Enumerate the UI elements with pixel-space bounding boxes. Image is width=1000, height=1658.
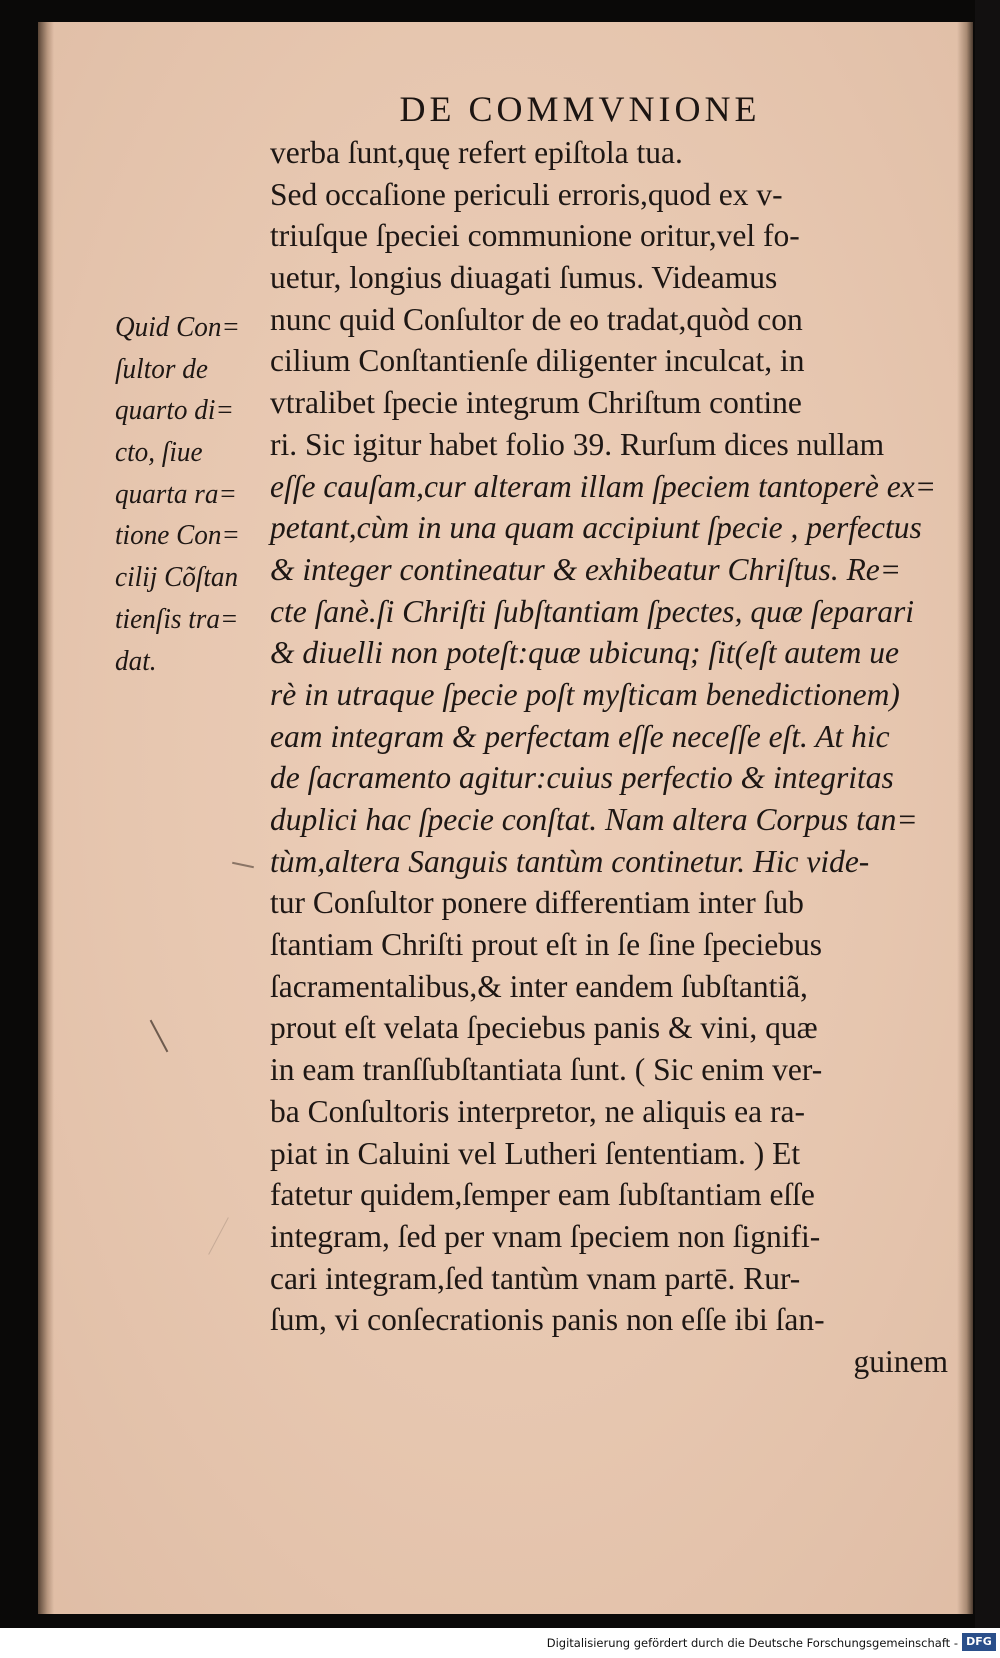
marginal-note-line: cilij Cõſtan <box>115 561 239 594</box>
text-line: Sed occaſione periculi erroris,quod ex v- <box>270 176 783 212</box>
dfg-logo: DFG <box>962 1633 996 1651</box>
marginal-note <box>115 307 275 682</box>
main-text-block <box>270 132 950 1383</box>
text-line: uetur, longius diuagati ſumus. Videamus <box>270 260 778 296</box>
running-header: DE COMMVNIONE <box>399 89 761 129</box>
text-line: in eam tranſſubſtantiata ſunt. ( Sic enim ver- <box>270 1052 823 1088</box>
marginal-note-line: quarta ra= <box>115 477 237 510</box>
text-line: ba Conſultoris interpretor, ne aliquis ea ra- <box>270 1093 805 1129</box>
text-line: cari integram,ſed tantùm vnam partē. Rur- <box>270 1260 801 1296</box>
page-edge-shadow <box>957 22 973 1614</box>
text-line: de ſacramento agitur:cuius perfectio & integritas <box>270 760 894 796</box>
text-line: piat in Caluini vel Lutheri ſententiam. ) Et <box>270 1135 801 1171</box>
text-line: ſtantiam Chriſti prout eſt in ſe ſine ſpeciebus <box>270 927 823 963</box>
text-line: ſacramentalibus,& inter eandem ſubſtantiã, <box>270 968 808 1004</box>
text-line: nunc quid Conſultor de eo tradat,quòd con <box>270 301 803 337</box>
scanner-edge <box>975 0 1000 1658</box>
page-binding-shadow <box>38 22 54 1614</box>
text-line: & diuelli non poteſt:quæ ubicunq; ſit(eſt autem ue <box>270 635 900 671</box>
marginal-note-line: Quid Con= <box>115 311 240 343</box>
text-line: verba ſunt,quę refert epiſtola tua. <box>270 135 683 170</box>
funding-credit: Digitalisierung gefördert durch die Deutsche Forschungsgemeinschaft - <box>546 1636 958 1650</box>
text-line: tur Conſultor ponere differentiam inter ſub <box>270 885 804 921</box>
text-line: fatetur quidem,ſemper eam ſubſtantiam eſſe <box>270 1177 815 1213</box>
text-line: integram, ſed per vnam ſpeciem non ſignifi- <box>270 1218 821 1254</box>
marginal-note-line: ſultor de <box>115 352 208 385</box>
marginal-note-line: tienſis tra= <box>115 602 239 635</box>
marginal-note-line: tione Con= <box>115 519 240 552</box>
text-line: tùm,altera Sanguis tantùm continetur. Hic vide- <box>270 843 870 879</box>
text-line: eſſe cauſam,cur alteram illam ſpeciem tantoperè ex= <box>270 468 936 504</box>
text-line: ſum, vi conſecrationis panis non eſſe ibi ſan- <box>270 1302 825 1338</box>
text-line: triuſque ſpeciei communione oritur,vel fo- <box>270 218 800 254</box>
catchword: guinem <box>853 1343 948 1379</box>
marginal-note-line: cto, ſiue <box>115 436 203 469</box>
text-line: cte ſanè.ſi Chriſti ſubſtantiam ſpectes, quæ ſeparari <box>270 593 914 629</box>
marginal-note-line: dat. <box>115 644 157 677</box>
text-line: vtralibet ſpecie integrum Chriſtum contine <box>270 385 802 421</box>
text-line: petant,cùm in una quam accipiunt ſpecie , perfectus <box>270 510 922 546</box>
text-line: duplici hac ſpecie conſtat. Nam altera Corpus tan= <box>270 802 918 837</box>
text-line: ri. Sic igitur habet folio 39. Rurſum dices nullam <box>270 426 885 462</box>
text-line: rè in utraque ſpecie poſt myſticam benedictionem) <box>270 676 900 712</box>
marginal-note-line: quarto di= <box>115 394 234 427</box>
text-line: prout eſt velata ſpeciebus panis & vini, quæ <box>270 1010 818 1046</box>
text-line: eam integram & perfectam eſſe neceſſe eſt. At hic <box>270 718 890 754</box>
text-line: & integer contineatur & exhibeatur Chriſtus. Re= <box>270 551 902 587</box>
text-line: cilium Conſtantienſe diligenter inculcat, in <box>270 343 805 379</box>
